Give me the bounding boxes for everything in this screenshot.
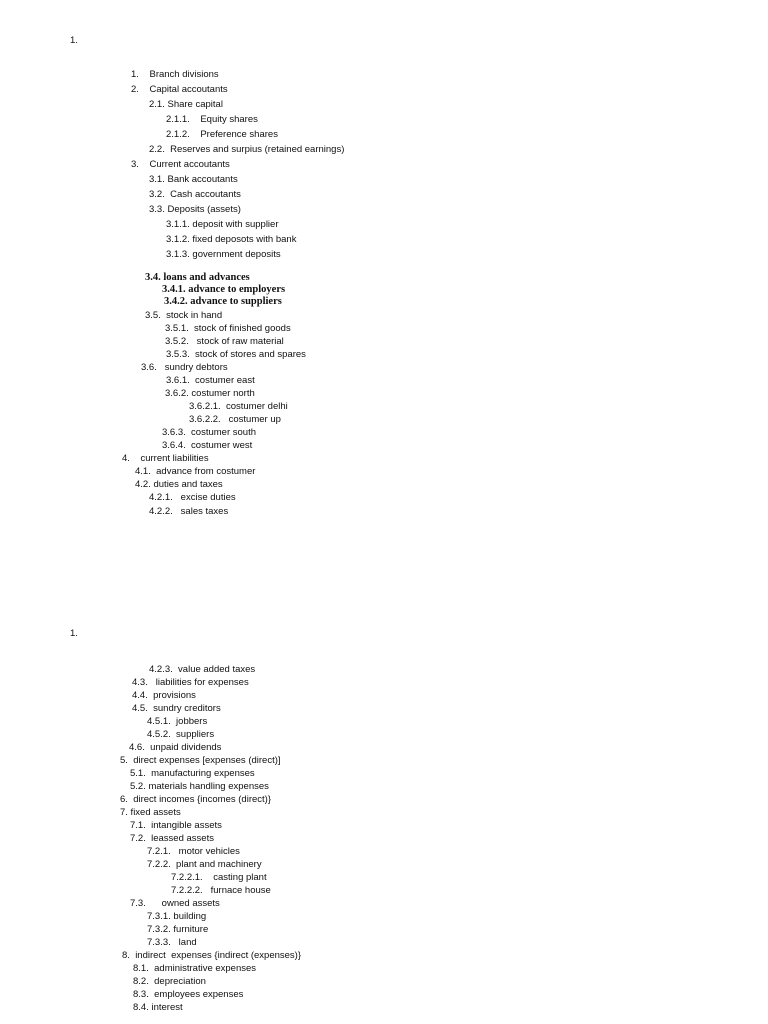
outline-item: 3.5.1. stock of finished goods — [165, 323, 291, 334]
outline-item: 4.6. unpaid dividends — [129, 742, 222, 753]
outline-item: 4.2.3. value added taxes — [149, 664, 256, 675]
outline-item: 2.2. Reserves and surpius (retained earnings) — [149, 144, 345, 155]
outline-item: 3.5.3. stock of stores and spares — [166, 349, 306, 360]
outline-item: 7.2.2.2. furnace house — [171, 885, 271, 896]
outline-item: 3.6.4. costumer west — [162, 440, 253, 451]
outline-item: 5. direct expenses [expenses (direct)] — [120, 755, 281, 766]
outline-item: 7.2.1. motor vehicles — [147, 846, 240, 857]
outline-item: 3. Current accoutants — [131, 159, 230, 170]
outline-item: 4.2.1. excise duties — [149, 492, 236, 503]
outline-item: 4.2. duties and taxes — [135, 479, 223, 490]
outline-item: 5.1. manufacturing expenses — [130, 768, 255, 779]
outline-item: 3.4.2. advance to suppliers — [164, 296, 282, 307]
outline-item: 7.2.2. plant and machinery — [147, 859, 262, 870]
outline-item: 7.1. intangible assets — [130, 820, 222, 831]
outline-item: 4.1. advance from costumer — [135, 466, 256, 477]
outline-item: 2.1.2. Preference shares — [166, 129, 278, 140]
outline-item: 3.4.1. advance to employers — [162, 284, 286, 295]
outline-item: 8.4. interest — [133, 1002, 183, 1013]
outline-item: 2. Capital accoutants — [131, 84, 228, 95]
outline-item: 3.3. Deposits (assets) — [149, 204, 241, 215]
outline-item: 7.3.2. furniture — [147, 924, 209, 935]
outline-item: 7.3. owned assets — [130, 898, 220, 909]
outline-item: 4.2.2. sales taxes — [149, 506, 229, 517]
outline-item: 4.4. provisions — [132, 690, 196, 701]
outline-item: 4.5. sundry creditors — [132, 703, 221, 714]
outline-item: 2.1. Share capital — [149, 99, 223, 110]
outline-item: 3.1.1. deposit with supplier — [166, 219, 279, 230]
outline-item: 3.6.2.2. costumer up — [189, 414, 281, 425]
outline-item: 8. indirect expenses {indirect (expenses)} — [122, 950, 302, 961]
outline-item: 4.5.1. jobbers — [147, 716, 208, 727]
outline-item: 3.1.2. fixed deposots with bank — [166, 234, 297, 245]
outline-item: 3.6.2.1. costumer delhi — [189, 401, 288, 412]
outline-item: 3.5. stock in hand — [145, 310, 223, 321]
outline-item: 3.6. sundry debtors — [141, 362, 228, 373]
outline-item: 7.2.2.1. casting plant — [171, 872, 267, 883]
outline-item: 3.6.2. costumer north — [165, 388, 255, 399]
outline-item: 3.6.3. costumer south — [162, 427, 256, 438]
outline-item: 8.1. administrative expenses — [133, 963, 257, 974]
outline-item: 5.2. materials handling expenses — [130, 781, 269, 792]
outline-item: 2.1.1. Equity shares — [166, 114, 258, 125]
outline-item: 7. fixed assets — [120, 807, 181, 818]
page-number: 1. — [70, 628, 78, 639]
outline-item: 4.3. liabilities for expenses — [132, 677, 249, 688]
outline-item: 8.3. employees expenses — [133, 989, 244, 1000]
outline-item: 6. direct incomes {incomes (direct)} — [120, 794, 272, 805]
outline-item: 1. Branch divisions — [131, 69, 219, 80]
outline-item: 3.5.2. stock of raw material — [165, 336, 284, 347]
outline-item: 3.1. Bank accoutants — [149, 174, 238, 185]
outline-item: 8.2. depreciation — [133, 976, 206, 987]
outline-item: 3.4. loans and advances — [145, 272, 250, 283]
outline-item: 7.3.3. land — [147, 937, 197, 948]
outline-item: 4.5.2. suppliers — [147, 729, 215, 740]
outline-item: 3.6.1. costumer east — [166, 375, 255, 386]
outline-item: 4. current liabilities — [122, 453, 209, 464]
page-number: 1. — [70, 35, 78, 46]
outline-item: 3.1.3. government deposits — [166, 249, 281, 260]
outline-item: 7.2. leassed assets — [130, 833, 214, 844]
outline-item: 3.2. Cash accoutants — [149, 189, 241, 200]
outline-item: 7.3.1. building — [147, 911, 207, 922]
